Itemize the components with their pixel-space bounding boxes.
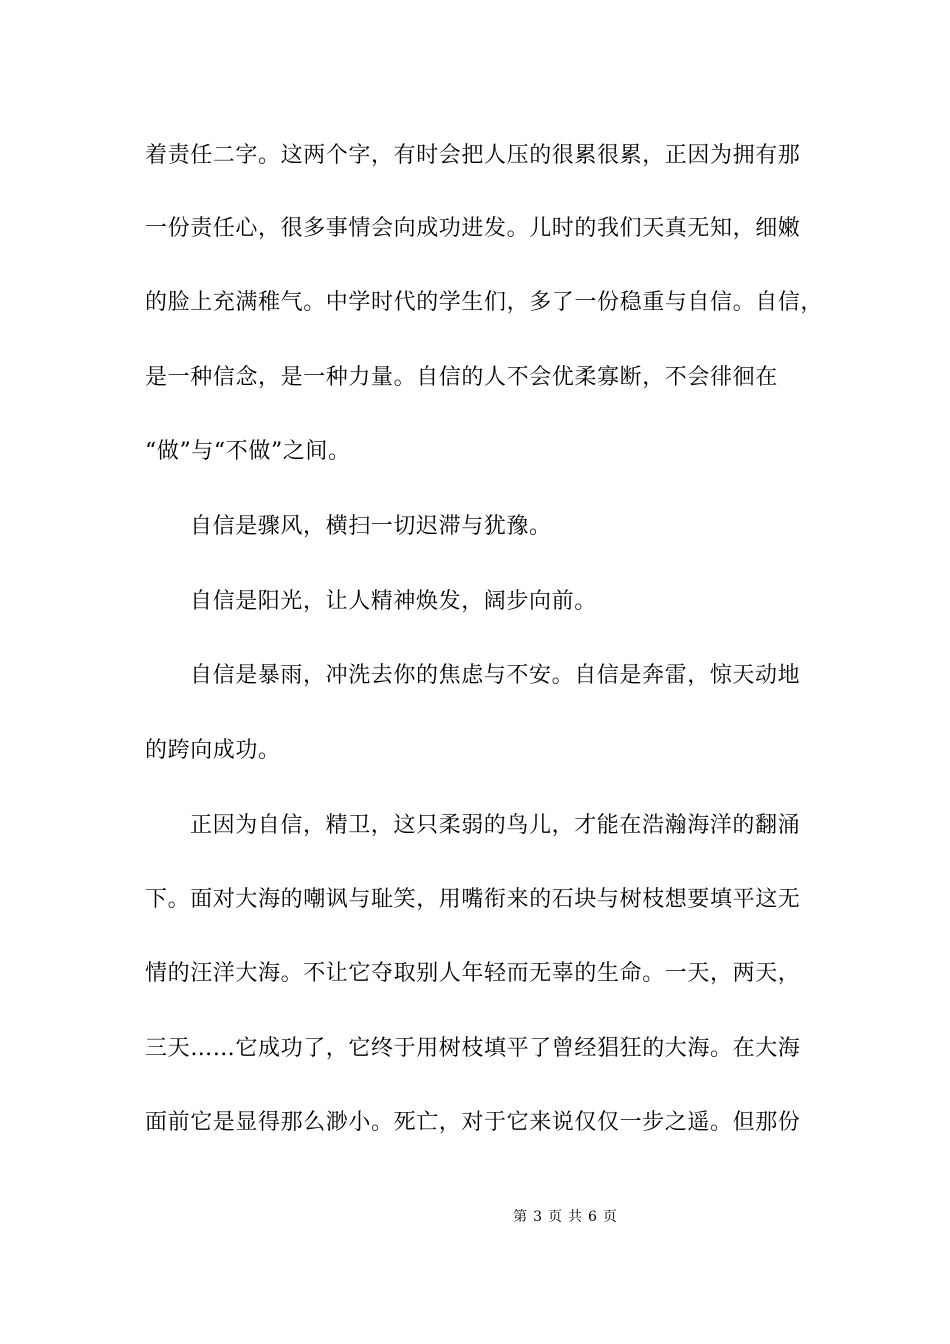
text-line-3: 的脸上充满稚气。中学时代的学生们，多了一份稳重与自信。自信， xyxy=(145,290,824,315)
text-line-4: 是一种信念，是一种力量。自信的人不会优柔寡断，不会徘徊在 xyxy=(145,365,778,390)
text-line-2: 一份责任心，很多事情会向成功进发。儿时的我们天真无知，细嫩 xyxy=(145,216,801,241)
paragraph-line-6: 自信是骤风，横扫一切迟滞与犹豫。 xyxy=(190,514,552,539)
text-line-5: “做”与“不做”之间。 xyxy=(145,439,351,464)
text-line-13: 三天……它成功了，它终于用树枝填平了曾经猖狂的大海。在大海 xyxy=(145,1036,801,1061)
text-line-14: 面前它是显得那么渺小。死亡，对于它来说仅仅一步之遥。但那份 xyxy=(145,1110,801,1135)
footer-suffix: 页 xyxy=(602,1209,617,1225)
footer-page-word: 页 xyxy=(548,1209,562,1225)
footer-total-word: 共 xyxy=(568,1209,582,1225)
text-line-11: 下。面对大海的嘲讽与耻笑，用嘴衔来的石块与树枝想要填平这无 xyxy=(145,887,801,912)
paragraph-line-8: 自信是暴雨，冲洗去你的焦虑与不安。自信是奔雷，惊天动地 xyxy=(190,663,801,688)
current-page-number: 3 xyxy=(533,1209,542,1225)
footer-prefix: 第 xyxy=(513,1209,528,1225)
page-footer xyxy=(0,1207,950,1227)
text-line-12: 情的汪洋大海。不让它夺取别人年轻而无辜的生命。一天，两天， xyxy=(145,961,801,986)
paragraph-line-7: 自信是阳光，让人精神焕发，阔步向前。 xyxy=(190,589,597,614)
total-pages-number: 6 xyxy=(588,1209,597,1225)
text-line-1: 着责任二字。这两个字，有时会把人压的很累很累，正因为拥有那 xyxy=(145,143,801,168)
text-line-9: 的跨向成功。 xyxy=(145,738,281,763)
paragraph-line-10: 正因为自信，精卫，这只柔弱的鸟儿，才能在浩瀚海洋的翻涌 xyxy=(190,813,801,838)
